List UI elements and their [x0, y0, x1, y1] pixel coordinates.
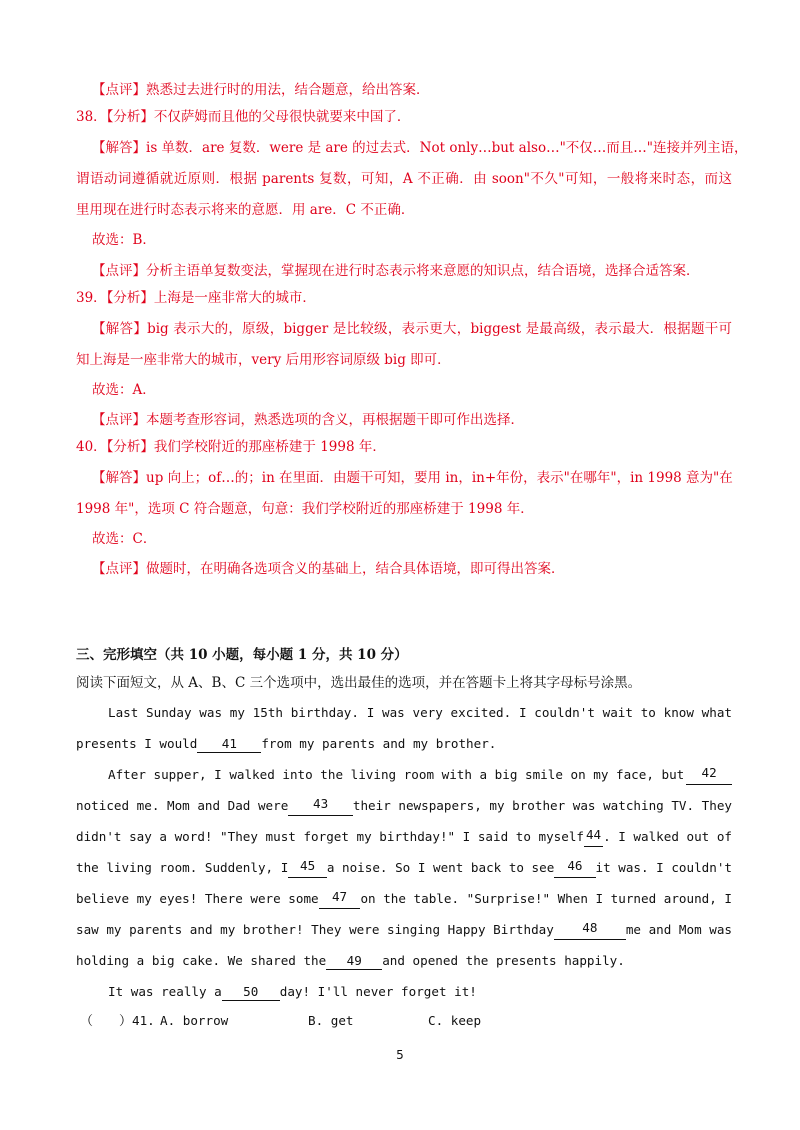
passage-line [76, 796, 732, 816]
passage-text: believe my eyes! There were some [76, 891, 319, 906]
passage-text: It was really a [108, 984, 222, 999]
passage-line [76, 734, 496, 754]
section-instruction: 阅读下面短文，从 A、B、C 三个选项中，选出最佳的选项，并在答题卡上将其字母标号涂黑。 [76, 675, 642, 691]
passage-line [76, 827, 732, 847]
q38-solution-line-3: 里用现在进行时态表示将来的意愿．用 are．C 不正确． [76, 202, 415, 218]
question-number: 41. [132, 1013, 155, 1028]
passage-line [76, 889, 732, 909]
blank-41: 41 [197, 736, 261, 753]
blank-49: 49 [326, 953, 382, 970]
q38-answer: 故选：B． [92, 232, 156, 248]
passage-text: After supper, I walked into the living room with a big smile on my face, but [108, 767, 685, 782]
passage-text: didn't say a word! "They must forget my birthday!" I said to myself [76, 829, 584, 844]
blank-48: 48 [554, 920, 626, 940]
section-heading: 三、完形填空（共 10 小题，每小题 1 分，共 10 分） [76, 647, 408, 663]
passage-text: day! I'll never forget it! [279, 984, 477, 999]
passage-text: and opened the presents happily. [382, 953, 625, 968]
option-c: C. keep [428, 1013, 482, 1028]
blank-50: 50 [222, 984, 280, 1001]
q39-solution-line-1: 【解答】big 表示大的，原级，bigger 是比较级，表示更大，biggest 是最高级，表示最大．根据题干可 [92, 321, 732, 337]
question-41 [80, 1011, 155, 1032]
passage-line [76, 858, 732, 878]
passage-text: a noise. So I went back to see [326, 860, 555, 875]
blank-42: 42 [686, 765, 732, 785]
q40-analysis: 40．【分析】我们学校附近的那座桥建于 1998 年． [76, 439, 386, 455]
blank-47: 47 [319, 889, 361, 909]
option-a: A. borrow [160, 1013, 229, 1028]
q40-comment: 【点评】做题时，在明确各选项含义的基础上，结合具体语境，即可得出答案． [92, 561, 565, 577]
passage-text: holding a big cake. We shared the [76, 953, 327, 968]
q39-solution-line-2: 知上海是一座非常大的城市，very 后用形容词原级 big 即可． [76, 352, 451, 368]
passage-line [76, 951, 625, 971]
q38-analysis: 38．【分析】不仅萨姆而且他的父母很快就要来中国了． [76, 109, 411, 125]
q40-answer: 故选：C． [92, 531, 157, 547]
passage-text: presents I would [76, 736, 198, 751]
passage-text: noticed me. Mom and Dad were [76, 798, 289, 813]
q39-answer: 故选：A． [92, 382, 156, 398]
passage-text: me and Mom was [625, 922, 732, 937]
q38-solution-line-2: 谓语动词遵循就近原则．根据 parents 复数，可知，A 不正确．由 soon"不久"可知，一般将来时态，而这 [76, 171, 732, 187]
q39-analysis: 39．【分析】上海是一座非常大的城市． [76, 290, 316, 306]
comment-line: 【点评】熟悉过去进行时的用法，结合题意，给出答案． [92, 82, 430, 98]
passage-text: their newspapers, my brother was watching TV. They [352, 798, 732, 813]
option-b: B. get [308, 1013, 354, 1028]
blank-43: 43 [288, 796, 353, 816]
blank-44: 44 [584, 827, 603, 847]
passage-text: on the table. "Surprise!" When I turned around, I [360, 891, 732, 906]
q40-solution-line-2: 1998 年"，选项 C 符合题意，句意：我们学校附近的那座桥建于 1998 年． [76, 501, 534, 517]
passage-text: it was. I couldn't [595, 860, 732, 875]
q39-comment: 【点评】本题考查形容词，熟悉选项的含义，再根据题干即可作出选择． [92, 412, 524, 428]
passage-text: . I walked out of [603, 829, 732, 844]
passage-line [76, 920, 732, 940]
q38-solution-line-1: 【解答】is 单数．are 复数．were 是 are 的过去式．Not only…but also…"不仅…而且…"连接并列主语， [92, 140, 748, 156]
passage-line [108, 982, 477, 1002]
passage-text: from my parents and my brother. [261, 736, 497, 751]
q38-comment: 【点评】分析主语单复数变法，掌握现在进行时态表示将来意愿的知识点，结合语境，选择合适答案． [92, 263, 700, 279]
passage-line [108, 765, 732, 785]
passage-text: saw my parents and my brother! They were singing Happy Birthday [76, 922, 554, 937]
blank-46: 46 [554, 858, 595, 878]
blank-45: 45 [288, 858, 327, 878]
passage-text: the living room. Suddenly, I [76, 860, 289, 875]
q40-solution-line-1: 【解答】up 向上；of…的；in 在里面．由题干可知，要用 in，in+年份，表示"在哪年"，in 1998 意为"在 [92, 470, 733, 486]
passage-line: Last Sunday was my 15th birthday. I was very excited. I couldn't wait to know what [108, 705, 732, 720]
answer-paren: （ ） [80, 1014, 133, 1029]
page-number: 5 [396, 1048, 404, 1062]
